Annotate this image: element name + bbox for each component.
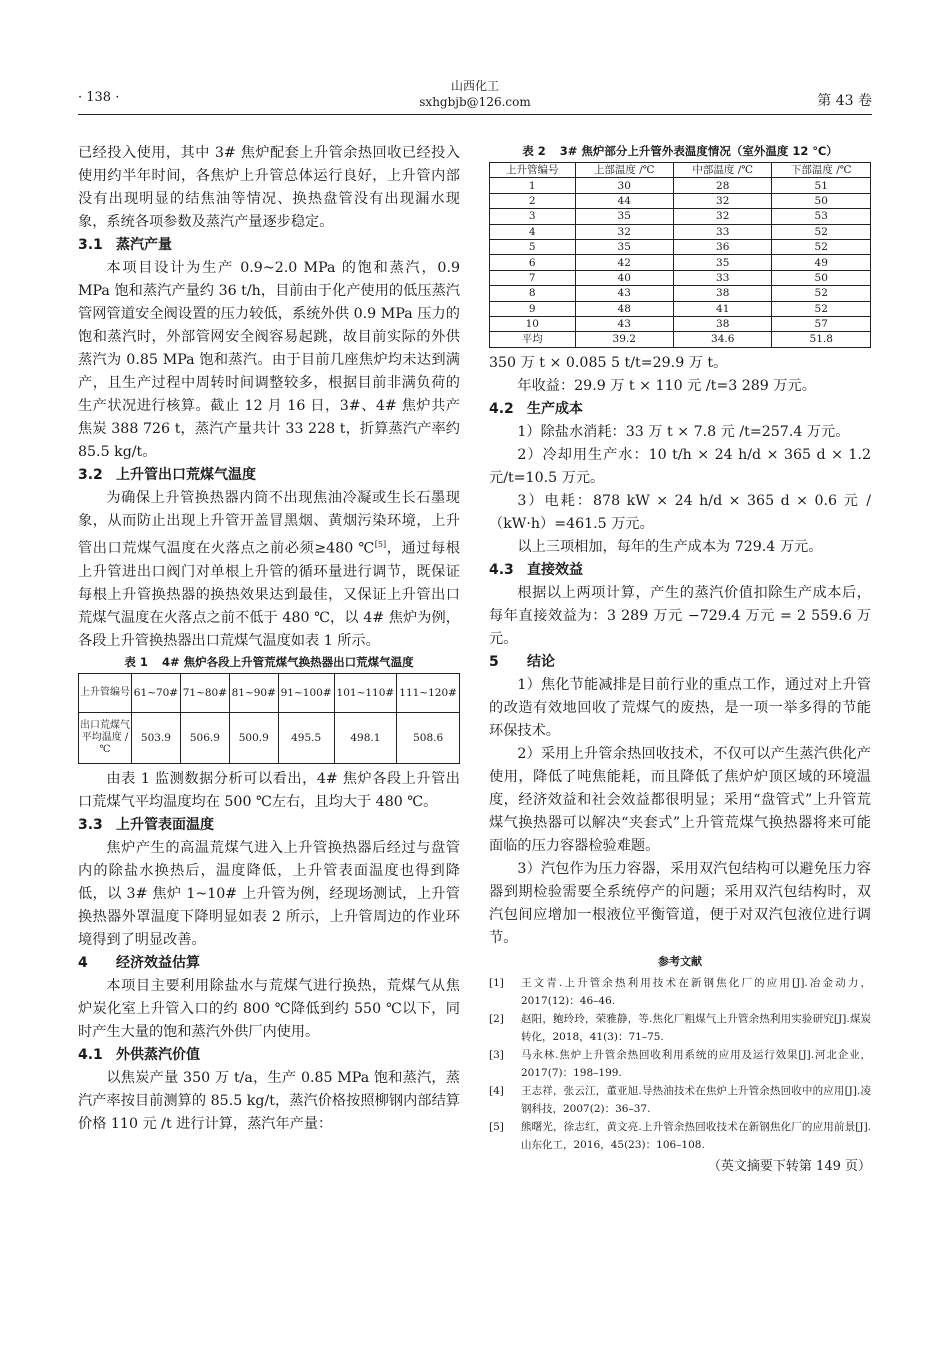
table-2-header-row bbox=[490, 163, 871, 178]
reference-text: 熊曙光，徐志红，黄文亮.上升管余热回收技术在新钢焦化厂的应用前景[J].山东化工，2016，45(23)：106–108. bbox=[521, 1120, 871, 1151]
table-1-cell: 495.5 bbox=[278, 712, 334, 763]
conclusion-2: 2）采用上升管余热回收技术，不仅可以产生蒸汽供化产使用，降低了吨焦能耗，而且降低了焦炉炉顶区域的环境温度，经济效益和社会效益都很明显；采用“盘管式”上升管荒煤气换热器可以解决“夹套式”上升管荒煤气换热器将来可能面临的压力容器检验难题。 bbox=[489, 745, 871, 854]
reference-number: [2] bbox=[489, 1012, 504, 1025]
table-2-cell: 28 bbox=[673, 178, 771, 193]
table-2-cell: 10 bbox=[490, 316, 576, 331]
table-2-cell: 35 bbox=[673, 255, 771, 270]
citation-5[interactable]: [5] bbox=[374, 540, 387, 549]
table-2-cell: 39.2 bbox=[575, 332, 673, 347]
table-1-row-ids bbox=[79, 673, 460, 712]
reference-item bbox=[489, 1046, 871, 1082]
table-2-cell: 32 bbox=[673, 209, 771, 224]
section-3-3-paragraph: 焦炉产生的高温荒煤气进入上升管换热器后经过与盘管内的除盐水换热后，温度降低，上升管表面温度也得到降低，以 3# 焦炉 1~10# 上升管为例，经现场测试，上升管换热器外罩温度下降明显如表 2 所示，上升管周边的作业环境得到了明显改善。 bbox=[78, 839, 460, 948]
journal-email: sxhgbjb@126.com bbox=[419, 95, 531, 109]
section-5-heading: 5 结论 bbox=[489, 653, 555, 670]
table-2-row bbox=[490, 332, 871, 347]
left-column bbox=[78, 142, 460, 1136]
table-2-cell: 6 bbox=[490, 255, 576, 270]
table-2-cell: 2 bbox=[490, 193, 576, 208]
references-title: 参考文献 bbox=[658, 954, 702, 968]
table-2-cell: 41 bbox=[673, 301, 771, 316]
reference-number: [3] bbox=[489, 1048, 504, 1061]
reference-item bbox=[489, 974, 871, 1010]
reference-item bbox=[489, 1118, 871, 1154]
reference-number: [5] bbox=[489, 1120, 504, 1133]
table-2-cell: 49 bbox=[772, 255, 871, 270]
table-2-cell: 52 bbox=[772, 224, 871, 239]
reference-item bbox=[489, 1082, 871, 1118]
table-2-cell: 33 bbox=[673, 270, 771, 285]
table-1-col: 91~100# bbox=[278, 673, 334, 712]
table-2-header: 中部温度 /℃ bbox=[673, 163, 771, 178]
table-2-body bbox=[490, 178, 871, 347]
reference-number: [4] bbox=[489, 1084, 504, 1097]
table-2-cell: 52 bbox=[772, 286, 871, 301]
table-1-cell: 506.9 bbox=[180, 712, 229, 763]
cost-item-1: 1）除盐水消耗：33 万 t × 7.8 元 /t=257.4 万元。 bbox=[517, 423, 850, 440]
table-2-cell: 36 bbox=[673, 239, 771, 254]
reference-number: [1] bbox=[489, 976, 504, 989]
table-2-cell: 38 bbox=[673, 316, 771, 331]
right-column bbox=[489, 142, 871, 1178]
journal-name: 山西化工 bbox=[450, 79, 499, 93]
section-3-2-heading: 3.2 上升管出口荒煤气温度 bbox=[78, 467, 256, 483]
section-3-1-heading: 3.1 蒸汽产量 bbox=[78, 237, 172, 253]
table-2-cell: 38 bbox=[673, 286, 771, 301]
conclusion-1: 1）焦化节能减排是目前行业的重点工作，通过对上升管的改造有效地回收了荒煤气的废热，是一项一举多得的节能环保技术。 bbox=[489, 676, 871, 739]
section-3-2-paragraph: 为确保上升管换热器内筒不出现焦油冷凝或生长石墨现象，从而防止出现上升管开盖冒黑烟、黄烟污染环境，上升管出口荒煤气温度在火落点之前必须≥480 ℃[5]，通过每根上升管进出口阀门对单根上升管的循环量进行调节，既保证每根上升管换热器的换热效果达到最佳，又保证上升管出口荒煤气温度在火落点之前不低于 480 ℃，以 4# 焦炉为例，各段上升管换热器出口荒煤气温度如表 1 所示。 bbox=[78, 490, 460, 649]
table-2-row bbox=[490, 193, 871, 208]
reference-text: 马永林.焦炉上升管余热回收利用系统的应用及运行效果[J].河北企业，2017(7)：198–199. bbox=[521, 1048, 871, 1079]
table-1-row-values bbox=[79, 712, 460, 763]
table-2-cell: 4 bbox=[490, 224, 576, 239]
table-2-cell: 40 bbox=[575, 270, 673, 285]
table-2-cell: 43 bbox=[575, 286, 673, 301]
table-1-cell: 498.1 bbox=[334, 712, 397, 763]
table-1-row-header: 上升管编号 bbox=[79, 673, 132, 712]
table-2-row bbox=[490, 178, 871, 193]
table-2-cell: 1 bbox=[490, 178, 576, 193]
section-4-3-heading: 4.3 直接效益 bbox=[489, 561, 583, 578]
table-1-col: 61~70# bbox=[132, 673, 181, 712]
table-1-cell: 503.9 bbox=[132, 712, 181, 763]
table-2-cell: 平均 bbox=[490, 332, 576, 347]
page-header bbox=[78, 78, 872, 115]
reference-text: 王文青.上升管余热利用技术在新钢焦化厂的应用[J].冶金动力，2017(12)：46–46. bbox=[521, 976, 871, 1007]
table-2-header: 下部温度 /℃ bbox=[772, 163, 871, 178]
table-2-cell: 9 bbox=[490, 301, 576, 316]
table-2-cell: 33 bbox=[673, 224, 771, 239]
table-1-cell: 508.6 bbox=[397, 712, 460, 763]
journal-info bbox=[78, 78, 872, 110]
table-1-analysis: 由表 1 监测数据分析可以看出，4# 焦炉各段上升管出口荒煤气平均温度均在 500 ℃左右，且均大于 480 ℃。 bbox=[78, 770, 460, 810]
reference-text: 赵阳，鲍玲玲，荣雅静，等.焦化厂粗煤气上升管余热利用实验研究[J].煤炭转化，2018，41(3)：71–75. bbox=[521, 1012, 871, 1043]
direct-benefit-paragraph: 根据以上两项计算，产生的蒸汽价值扣除生产成本后，每年直接效益为：3 289 万元 −729.4 万元 = 2 559.6 万元。 bbox=[489, 584, 871, 647]
reference-item bbox=[489, 1010, 871, 1046]
steam-output-calc: 350 万 t × 0.085 5 t/t=29.9 万 t。 bbox=[489, 354, 728, 371]
table-1-caption: 表 1 4# 焦炉各段上升管荒煤气换热器出口荒煤气温度 bbox=[124, 654, 414, 669]
section-4-heading: 4 经济效益估算 bbox=[78, 954, 200, 971]
table-1-col: 111~120# bbox=[397, 673, 460, 712]
table-2-row bbox=[490, 239, 871, 254]
table-2-cell: 32 bbox=[673, 193, 771, 208]
section-4-2-heading: 4.2 生产成本 bbox=[489, 400, 583, 417]
table-2-cell: 42 bbox=[575, 255, 673, 270]
conclusion-3: 3）汽包作为压力容器，采用双汽包结构可以避免压力容器到期检验需要全系统停产的问题；采用双汽包结构时，双汽包间应增加一根液位平衡管道，便于对双汽包液位进行调节。 bbox=[489, 860, 871, 946]
table-2-cell: 34.6 bbox=[673, 332, 771, 347]
table-2-cell: 50 bbox=[772, 270, 871, 285]
table-2-cell: 43 bbox=[575, 316, 673, 331]
table-1 bbox=[78, 673, 460, 764]
cost-summary: 以上三项相加，每年的生产成本为 729.4 万元。 bbox=[517, 538, 823, 555]
section-3-1-paragraph: 本项目设计为生产 0.9~2.0 MPa 的饱和蒸汽，0.9 MPa 饱和蒸汽产量约 36 t/h，目前由于化产使用的低压蒸汽管网管道安全阀设置的压力较低，系统外供 0.9 MPa 压力的饱和蒸汽时，外部管网安全阀容易起跳，故目前实际的外供蒸汽为 0.85 MPa 饱和蒸汽。由于目前几座焦炉均未达到满产，且生产过程中周转时间调整较多，根据目前非满负荷的生产状况进行核算。截止 12 月 16 日，3#、4# 焦炉共产焦炭 388 726 t，蒸汽产量共计 33 228 t，折算蒸汽产率约 85.5 kg/t。 bbox=[78, 260, 460, 460]
volume-label: 第 43 卷 bbox=[817, 93, 872, 109]
table-1-col: 101~110# bbox=[334, 673, 397, 712]
table-2-row bbox=[490, 255, 871, 270]
table-2-caption: 表 2 3# 焦炉部分上升管外表温度情况（室外温度 12 ℃） bbox=[522, 144, 838, 158]
table-2-cell: 50 bbox=[772, 193, 871, 208]
table-2-header: 上部温度 /℃ bbox=[575, 163, 673, 178]
page-number: · 138 · bbox=[78, 90, 120, 105]
section-4-paragraph: 本项目主要利用除盐水与荒煤气进行换热，荒煤气从焦炉炭化室上升管入口的约 800 ℃降低到约 550 ℃以下，同时产生大量的饱和蒸汽外供厂内使用。 bbox=[78, 977, 460, 1040]
table-2-cell: 8 bbox=[490, 286, 576, 301]
table-2-row bbox=[490, 301, 871, 316]
table-2-cell: 3 bbox=[490, 209, 576, 224]
intro-paragraph: 已经投入使用，其中 3# 焦炉配套上升管余热回收已经投入使用约半年时间，各焦炉上升管总体运行良好，上升管内部没有出现明显的结焦油等情况、换热盘管没有出现漏水现象，系统各项参数及蒸汽产量逐步稳定。 bbox=[78, 145, 460, 230]
annual-revenue: 年收益：29.9 万 t × 110 元 /t=3 289 万元。 bbox=[517, 377, 816, 394]
table-1-col: 71~80# bbox=[180, 673, 229, 712]
table-2-row bbox=[490, 209, 871, 224]
table-2-cell: 57 bbox=[772, 316, 871, 331]
table-2-cell: 35 bbox=[575, 239, 673, 254]
table-2-cell: 35 bbox=[575, 209, 673, 224]
section-4-1-paragraph: 以焦炭产量 350 万 t/a，生产 0.85 MPa 饱和蒸汽，蒸汽产率按目前测算的 85.5 kg/t，蒸汽价格按照柳钢内部结算价格 110 元 /t 进行计算，蒸汽年产量： bbox=[78, 1069, 460, 1132]
reference-list bbox=[489, 974, 871, 1154]
section-3-3-heading: 3.3 上升管表面温度 bbox=[78, 816, 214, 833]
table-2-cell: 51 bbox=[772, 178, 871, 193]
table-2-cell: 30 bbox=[575, 178, 673, 193]
table-1-row-header: 出口荒煤气平均温度 /℃ bbox=[79, 712, 132, 763]
table-2-row bbox=[490, 270, 871, 285]
table-2-cell: 53 bbox=[772, 209, 871, 224]
table-2-cell: 5 bbox=[490, 239, 576, 254]
table-2-cell: 52 bbox=[772, 239, 871, 254]
table-2-header: 上升管编号 bbox=[490, 163, 576, 178]
reference-text: 王志祥，张云江，董亚旭.导热油技术在焦炉上升管余热回收中的应用[J].凌钢科技，2007(2)：36–37. bbox=[521, 1084, 871, 1115]
table-2-row bbox=[490, 316, 871, 331]
cost-item-3: 3）电耗：878 kW × 24 h/d × 365 d × 0.6 元 /（kW·h）=461.5 万元。 bbox=[489, 492, 871, 532]
table-2-row bbox=[490, 286, 871, 301]
table-2-cell: 48 bbox=[575, 301, 673, 316]
table-2-cell: 44 bbox=[575, 193, 673, 208]
continued-note: （英文摘要下转第 149 页） bbox=[707, 1158, 871, 1174]
section-4-1-heading: 4.1 外供蒸汽价值 bbox=[78, 1046, 200, 1063]
table-2-cell: 7 bbox=[490, 270, 576, 285]
table-2 bbox=[489, 162, 871, 348]
table-1-cell: 500.9 bbox=[229, 712, 278, 763]
table-2-cell: 52 bbox=[772, 301, 871, 316]
table-1-col: 81~90# bbox=[229, 673, 278, 712]
table-2-cell: 32 bbox=[575, 224, 673, 239]
table-2-row bbox=[490, 224, 871, 239]
table-2-cell: 51.8 bbox=[772, 332, 871, 347]
cost-item-2: 2）冷却用生产水：10 t/h × 24 h/d × 365 d × 1.2 元/t=10.5 万元。 bbox=[489, 446, 871, 486]
